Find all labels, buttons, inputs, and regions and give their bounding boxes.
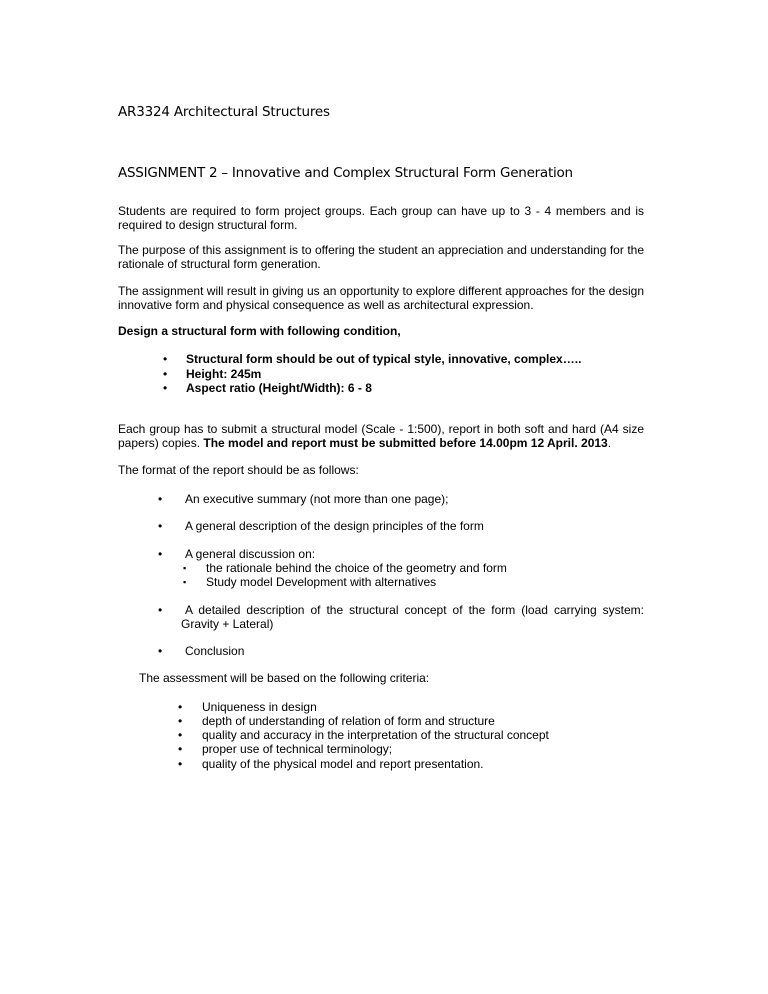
discussion-sub-item: the rationale behind the choice of the geometry and form bbox=[206, 561, 507, 575]
assignment-title: ASSIGNMENT 2 – Innovative and Complex Structural Form Generation bbox=[118, 165, 573, 181]
bullet-icon: • bbox=[158, 519, 163, 533]
criteria-item: proper use of technical terminology; bbox=[202, 742, 393, 756]
format-item-conclusion: Conclusion bbox=[185, 644, 245, 658]
intro-paragraph bbox=[118, 204, 644, 232]
purpose-line-1: The purpose of this assignment is to offering the student an appreciation and understanding for the bbox=[118, 243, 644, 257]
submission-line-2 bbox=[118, 436, 644, 450]
criteria-item: quality of the physical model and report presentation. bbox=[202, 757, 484, 771]
result-line-1: The assignment will result in giving us an opportunity to explore different approaches for the design bbox=[118, 284, 644, 298]
purpose-line-2: rationale of structural form generation. bbox=[118, 257, 321, 271]
criteria-item: Uniqueness in design bbox=[202, 700, 317, 714]
condition-item: Height: 245m bbox=[186, 367, 262, 381]
bullet-icon: • bbox=[158, 547, 163, 561]
criteria-item: quality and accuracy in the interpretation of the structural concept bbox=[202, 728, 549, 742]
format-item-detailed bbox=[181, 603, 644, 631]
detailed-line-2: Gravity + Lateral) bbox=[181, 617, 274, 631]
detailed-line-1: A detailed description of the structural concept of the form (load carrying system: bbox=[185, 603, 644, 617]
square-bullet-icon: ▪ bbox=[183, 577, 187, 587]
condition-item: Structural form should be out of typical style, innovative, complex….. bbox=[186, 352, 582, 366]
format-item-summary: An executive summary (not more than one page); bbox=[185, 492, 449, 506]
bullet-icon: • bbox=[158, 492, 163, 506]
bullet-icon: • bbox=[178, 700, 183, 714]
square-bullet-icon: ▪ bbox=[183, 563, 187, 573]
submission-line-1: Each group has to submit a structural model (Scale - 1:500), report in both soft and hard (A4 size bbox=[118, 422, 644, 436]
submission-paragraph bbox=[118, 422, 644, 450]
format-item-description: A general description of the design principles of the form bbox=[185, 519, 484, 533]
bullet-icon: • bbox=[163, 352, 168, 366]
bullet-icon: • bbox=[178, 757, 183, 771]
format-intro: The format of the report should be as follows: bbox=[118, 463, 359, 477]
criteria-item: depth of understanding of relation of form and structure bbox=[202, 714, 495, 728]
bullet-icon: • bbox=[178, 714, 183, 728]
intro-line-1: Students are required to form project groups. Each group can have up to 3 - 4 members and is bbox=[118, 204, 644, 218]
condition-item: Aspect ratio (Height/Width): 6 - 8 bbox=[186, 381, 372, 395]
bullet-icon: • bbox=[178, 728, 183, 742]
submission-deadline: The model and report must be submitted before 14.00pm 12 April. 2013 bbox=[203, 436, 608, 450]
result-paragraph bbox=[118, 284, 644, 312]
bullet-icon: • bbox=[163, 367, 168, 381]
format-item-discussion: A general discussion on: bbox=[185, 547, 316, 561]
discussion-sub-item: Study model Development with alternatives bbox=[206, 575, 437, 589]
course-title: AR3324 Architectural Structures bbox=[118, 104, 330, 120]
assessment-intro: The assessment will be based on the following criteria: bbox=[139, 671, 430, 685]
bullet-icon: • bbox=[158, 644, 163, 658]
submission-line-2-end: . bbox=[607, 436, 612, 450]
result-line-2: innovative form and physical consequence as well as architectural expression. bbox=[118, 298, 534, 312]
intro-line-2: required to design structural form. bbox=[118, 218, 298, 232]
purpose-paragraph bbox=[118, 243, 644, 271]
design-heading: Design a structural form with following condition, bbox=[118, 324, 401, 338]
submission-line-2-normal: papers) copies. bbox=[118, 436, 204, 450]
bullet-icon: • bbox=[178, 742, 183, 756]
bullet-icon: • bbox=[158, 603, 163, 617]
bullet-icon: • bbox=[163, 381, 168, 395]
